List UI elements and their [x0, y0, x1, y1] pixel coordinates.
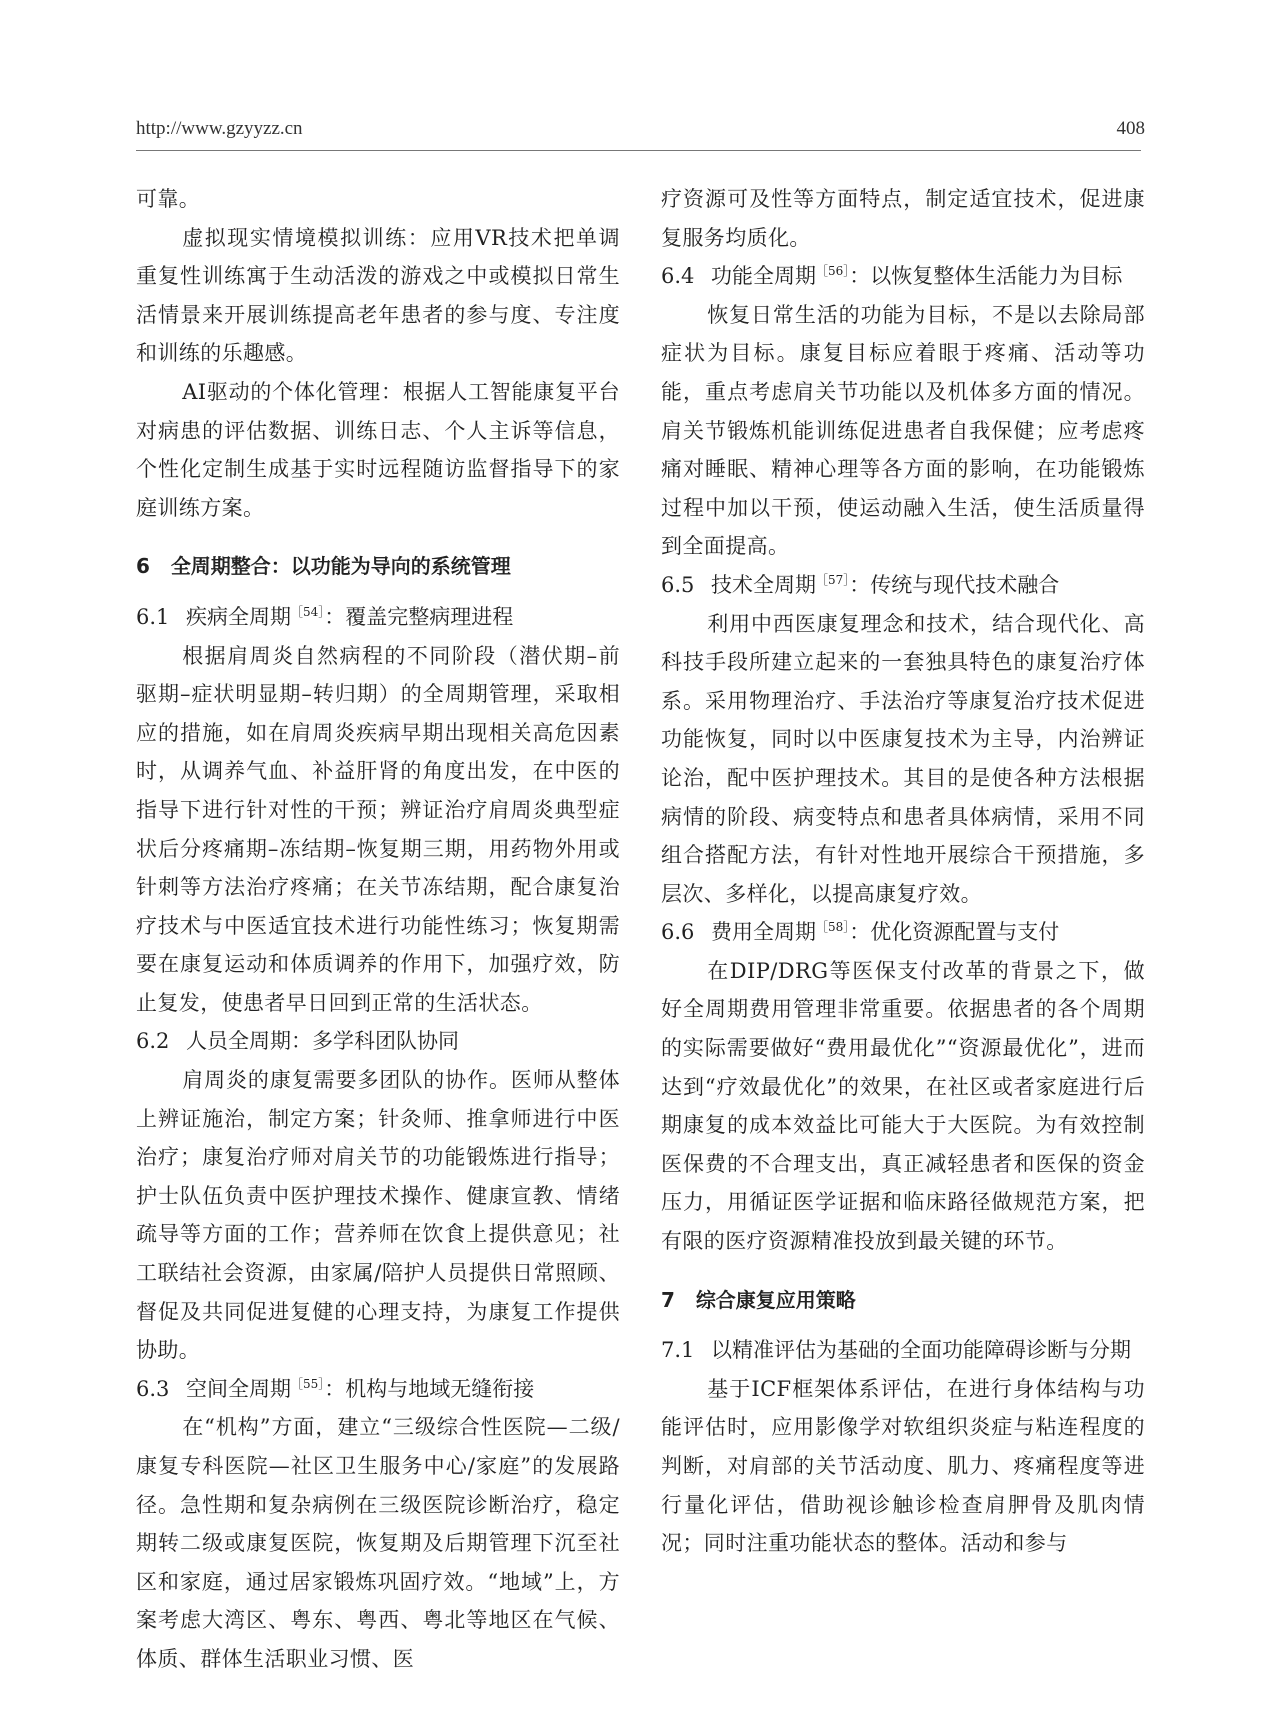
- paragraph-6-6: 在DIP/DRG等医保支付改革的背景之下，做好全周期费用管理非常重要。依据患者的各个周期的实际需要做好“费用最优化”“资源最优化”，进而达到“疗效最优化”的效果，在社区或者家庭进行后期康复的成本效益比可能大于大医院。为有效控制医保费的不合理支出，真正减轻患者和医保的资金压力，用循证医学证据和临床路径做规范方案，把有限的医疗资源精准投放到最关键的环节。: [661, 958, 1145, 1254]
- paragraph: 疗资源可及性等方面特点，制定适宜技术，促进康复服务均质化。: [661, 187, 1145, 250]
- subsection-heading-6-5: 6.5 技术全周期$^{[57]}$：传统与现代技术融合: [661, 572, 1060, 597]
- paragraph-6-1: 根据肩周炎自然病程的不同阶段（潜伏期–前驱期–症状明显期–转归期）的全周期管理，采取相应的措施，如在肩周炎疾病早期出现相关高危因素时，从调养气血、补益肝肾的角度出发，在中医的指导下进行针对性的干预；辨证治疗肩周炎典型症状后分疼痛期–冻结期–恢复期三期，用药物外用或针刺等方法治疗疼痛；在关节冻结期，配合康复治疗技术与中医适宜技术进行功能性练习；恢复期需要在康复运动和体质调养的作用下，加强疗效，防止复发，使患者早日回到正常的生活状态。: [136, 643, 620, 1015]
- paragraph-vr-training: 虚拟现实情境模拟训练：应用VR技术把单调重复性训练寓于生动活泼的游戏之中或模拟日常生活情景来开展训练提高老年患者的参与度、专注度和训练的乐趣感。: [136, 225, 620, 366]
- subsection-heading-7-1: 7.1 以精准评估为基础的全面功能障碍诊断与分期: [661, 1338, 1131, 1363]
- paragraph-6-2: 肩周炎的康复需要多团队的协作。医师从整体上辨证施治，制定方案；针灸师、推拿师进行中医治疗；康复治疗师对肩关节的功能锻炼进行指导；护士队伍负责中医护理技术操作、健康宣教、情绪疏导等方面的工作；营养师在饮食上提供意见；社工联结社会资源，由家属/陪护人员提供日常照顾、督促及共同促进复健的心理支持，为康复工作提供协助。: [136, 1068, 620, 1363]
- citation-ref[interactable]: ［58］: [816, 920, 850, 935]
- paragraph-7-1: 基于ICF框架体系评估，在进行身体结构与功能评估时，应用影像学对软组织炎症与粘连程度的判断，对肩部的关节活动度、肌力、疼痛程度等进行量化评估，借助视诊触诊检查肩胛骨及肌肉情况；同时注重功能状态的整体。活动和参与: [661, 1376, 1145, 1556]
- citation-ref[interactable]: ［57］: [816, 572, 850, 587]
- section-heading-7: 7 综合康复应用策略: [661, 1287, 856, 1312]
- subsection-heading-6-6: 6.6 费用全周期$^{[58]}$：优化资源配置与支付: [661, 920, 1060, 945]
- citation-ref[interactable]: ［55］: [291, 1376, 325, 1391]
- citation-ref[interactable]: ［54］: [291, 604, 325, 619]
- paragraph-ai-management: AI驱动的个体化管理：根据人工智能康复平台对病患的评估数据、训练日志、个人主诉等信息，个性化定制生成基于实时远程随访监督指导下的家庭训练方案。: [136, 379, 620, 520]
- header-url[interactable]: http://www.gzyyzz.cn: [136, 118, 303, 139]
- paragraph: 可靠。: [136, 187, 201, 211]
- subsection-heading-6-3: 6.3 空间全周期$^{[55]}$：机构与地域无缝衔接: [136, 1376, 535, 1401]
- paragraph-6-4: 恢复日常生活的功能为目标，不是以去除局部症状为目标。康复目标应着眼于疼痛、活动等功能，重点考虑肩关节功能以及机体多方面的情况。肩关节锻炼机能训练促进患者自我保健；应考虑疼痛对睡眠、精神心理等各方面的影响，在功能锻炼过程中加以干预，使运动融入生活，使生活质量得到全面提高。: [661, 302, 1145, 559]
- subsection-heading-6-1: 6.1 疾病全周期$^{[54]}$：覆盖完整病理进程: [136, 604, 514, 629]
- subsection-heading-6-4: 6.4 功能全周期$^{[56]}$：以恢复整体生活能力为目标: [661, 264, 1123, 289]
- section-heading-6: 6 全周期整合：以功能为导向的系统管理: [136, 554, 511, 579]
- subsection-heading-6-2: 6.2 人员全周期：多学科团队协同: [136, 1029, 459, 1054]
- right-column: [661, 180, 1145, 1563]
- left-column: [136, 180, 620, 1679]
- page-number: 408: [1116, 118, 1145, 139]
- paragraph-6-3: 在“机构”方面，建立“三级综合性医院—二级/康复专科医院—社区卫生服务中心/家庭”的发展路径。急性期和复杂病例在三级医院诊断治疗，稳定期转二级或康复医院，恢复期及后期管理下沉至社区和家庭，通过居家锻炼巩固疗效。“地域”上，方案考虑大湾区、粤东、粤西、粤北等地区在气候、体质、群体生活职业习惯、医: [136, 1415, 620, 1671]
- header-rule: [136, 150, 1141, 151]
- paragraph-6-5: 利用中西医康复理念和技术，结合现代化、高科技手段所建立起来的一套独具特色的康复治疗体系。采用物理治疗、手法治疗等康复治疗技术促进功能恢复，同时以中医康复技术为主导，内治辨证论治，配中医护理技术。其目的是使各种方法根据病情的阶段、病变特点和患者具体病情，采用不同组合搭配方法，有针对性地开展综合干预措施，多层次、多样化，以提高康复疗效。: [661, 611, 1145, 906]
- citation-ref[interactable]: ［56］: [816, 264, 850, 279]
